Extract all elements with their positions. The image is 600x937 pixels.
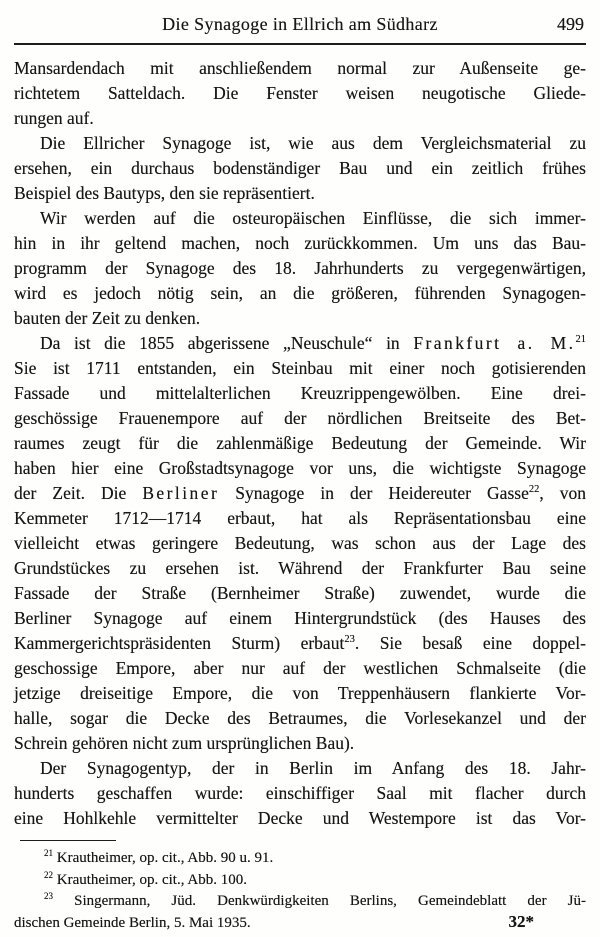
- text-segment: hunderts geschaffen wurde: einschiffiger Saal mit flacher durch: [14, 783, 586, 803]
- text-line: [14, 581, 586, 606]
- text-line: [14, 181, 586, 206]
- text-segment: Fassade der Straße (Bernheimer Straße) zuwendet, wurde die: [14, 583, 586, 603]
- text-segment: Sie ist 1711 entstanden, ein Steinbau mit einer noch gotisierenden: [14, 358, 586, 378]
- footnotes: [14, 848, 586, 934]
- text-line: [14, 706, 586, 731]
- text-segment: eine Hohlkehle vermittelter Decke und Westempore ist das Vor-: [14, 808, 586, 828]
- footnote-separator-rule: [20, 840, 116, 841]
- text-line: [14, 756, 586, 781]
- text-line: [14, 481, 586, 506]
- text-segment: Krautheimer, op. cit., Abb. 90 u. 91.: [53, 850, 274, 866]
- text-segment: Schrein gehören nicht zum ursprünglichen Bau).: [14, 733, 355, 753]
- footnote-ref: 22: [528, 484, 540, 496]
- text-line: [14, 381, 586, 406]
- text-segment: Die Ellricher Synagoge ist, wie aus dem Vergleichsmaterial zu: [40, 133, 586, 153]
- text-line: [14, 556, 586, 581]
- text-line: [14, 356, 586, 381]
- text-line: [14, 806, 586, 831]
- text-line: [14, 256, 586, 281]
- text-line: [14, 81, 586, 106]
- text-line: [14, 406, 586, 431]
- running-header: [14, 14, 586, 39]
- header-rule: [14, 43, 586, 45]
- paragraph: [14, 891, 586, 934]
- text-segment: vielleicht etwas geringere Bedeutung, was schon aus der Lage des: [14, 533, 586, 553]
- footnote-ref: 22: [44, 869, 53, 880]
- text-segment: jetzige dreiseitige Empore, die von Treppenhäusern flankierte Vor-: [14, 683, 586, 703]
- signature-mark: 32*: [508, 912, 534, 931]
- text-segment: Kemmeter 1712—1714 erbaut, hat als Repräsentationsbau eine: [14, 508, 586, 528]
- text-line: [14, 206, 586, 231]
- paragraph: [14, 870, 586, 892]
- text-line: [14, 131, 586, 156]
- text-line: [14, 231, 586, 256]
- text-segment: dischen Gemeinde Berlin, 5. Mai 1935.: [14, 914, 251, 931]
- text-line: [14, 281, 586, 306]
- letterspaced-text: Berliner: [142, 483, 220, 503]
- paragraph: [14, 56, 586, 131]
- text-segment: richtetem Satteldach. Die Fenster weisen neugotische Gliede-: [14, 83, 586, 103]
- page-number: 499: [557, 14, 584, 34]
- text-segment: , von: [539, 483, 587, 503]
- text-line: [14, 431, 586, 456]
- paragraph: [14, 131, 586, 206]
- text-line: [14, 56, 586, 81]
- footnote-ref: 21: [44, 848, 53, 858]
- text-segment: Fassade und mittelalterlichen Kreuzrippengewölben. Eine drei-: [14, 383, 586, 403]
- text-line: [14, 456, 586, 481]
- body-text: [14, 56, 586, 831]
- footnote-line: [14, 913, 586, 935]
- footnote-line: [14, 848, 586, 870]
- text-segment: rungen auf.: [14, 108, 94, 128]
- text-segment: Singermann, Jüd. Denkwürdigkeiten Berlins, Gemeindeblatt der Jü-: [53, 893, 586, 909]
- text-segment: Grundstückes zu ersehen ist. Während der Frankfurter Bau seine: [14, 558, 586, 578]
- text-line: [14, 781, 586, 806]
- text-line: [14, 506, 586, 531]
- text-line: [14, 606, 586, 631]
- paragraph: [14, 848, 586, 870]
- text-segment: bauten der Zeit zu denken.: [14, 308, 201, 328]
- text-segment: halle, sogar die Decke des Betraumes, die Vorlesekanzel und der: [14, 708, 586, 728]
- text-line: [14, 681, 586, 706]
- text-line: [14, 156, 586, 181]
- text-segment: der Zeit. Die: [14, 483, 143, 503]
- text-line: [14, 331, 586, 356]
- footnote-line: [14, 891, 586, 913]
- text-line: [14, 631, 586, 656]
- footnote-ref: 23: [344, 634, 355, 646]
- text-segment: programm der Synagoge des 18. Jahrhunderts zu vergegenwärtigen,: [14, 258, 586, 278]
- text-segment: Der Synagogentyp, der in Berlin im Anfang des 18. Jahr-: [40, 758, 586, 778]
- text-line: [14, 106, 586, 131]
- text-line: [14, 531, 586, 556]
- text-segment: hin in ihr geltend machen, noch zurückkommen. Um uns das Bau-: [14, 233, 586, 253]
- text-line: [14, 656, 586, 681]
- text-segment: Da ist die 1855 abgerissene „Neuschule“ in: [40, 333, 414, 353]
- text-line: [14, 731, 586, 756]
- text-segment: Mansardendach mit anschließendem normal zur Außenseite ge-: [14, 58, 586, 78]
- text-segment: . Sie besaß eine doppel-: [354, 633, 586, 653]
- paragraph: [14, 331, 586, 756]
- text-segment: raumes zeugt für die zahlenmäßige Bedeutung der Gemeinde. Wir: [14, 433, 586, 453]
- text-segment: Beispiel des Bautyps, den sie repräsentiert.: [14, 183, 315, 203]
- text-segment: Krautheimer, op. cit., Abb. 100.: [53, 871, 247, 888]
- text-segment: geschossige Empore, aber nur auf der westlichen Schmalseite (die: [14, 658, 586, 678]
- text-segment: Kammergerichtspräsidenten Sturm) erbaut: [14, 633, 345, 653]
- text-segment: Berliner Synagoge auf einem Hintergrundstück (des Hauses des: [14, 608, 586, 628]
- text-line: [14, 306, 586, 331]
- text-segment: Synagoge in der Heidereuter Gasse: [219, 483, 529, 503]
- letterspaced-text: Frankfurt a. M.: [413, 333, 576, 353]
- footnote-line: [14, 870, 586, 892]
- text-segment: Wir werden auf die osteuropäischen Einflüsse, die sich immer-: [40, 208, 586, 228]
- text-segment: haben hier eine Großstadtsynagoge vor uns, die wichtigste Synagoge: [14, 458, 586, 478]
- paragraph: [14, 206, 586, 331]
- text-segment: geschössige Frauenempore auf der nördlichen Breitseite des Bet-: [14, 408, 586, 428]
- paragraph: [14, 756, 586, 831]
- footnote-ref: 21: [575, 334, 586, 346]
- text-segment: wird es jedoch nötig sein, an die größeren, führenden Synagogen-: [14, 283, 586, 303]
- text-segment: ersehen, ein durchaus bodenständiger Bau und ein zeitlich frühes: [14, 158, 586, 178]
- footnote-ref: 23: [44, 891, 53, 901]
- running-header-title: Die Synagoge in Ellrich am Südharz: [162, 14, 438, 34]
